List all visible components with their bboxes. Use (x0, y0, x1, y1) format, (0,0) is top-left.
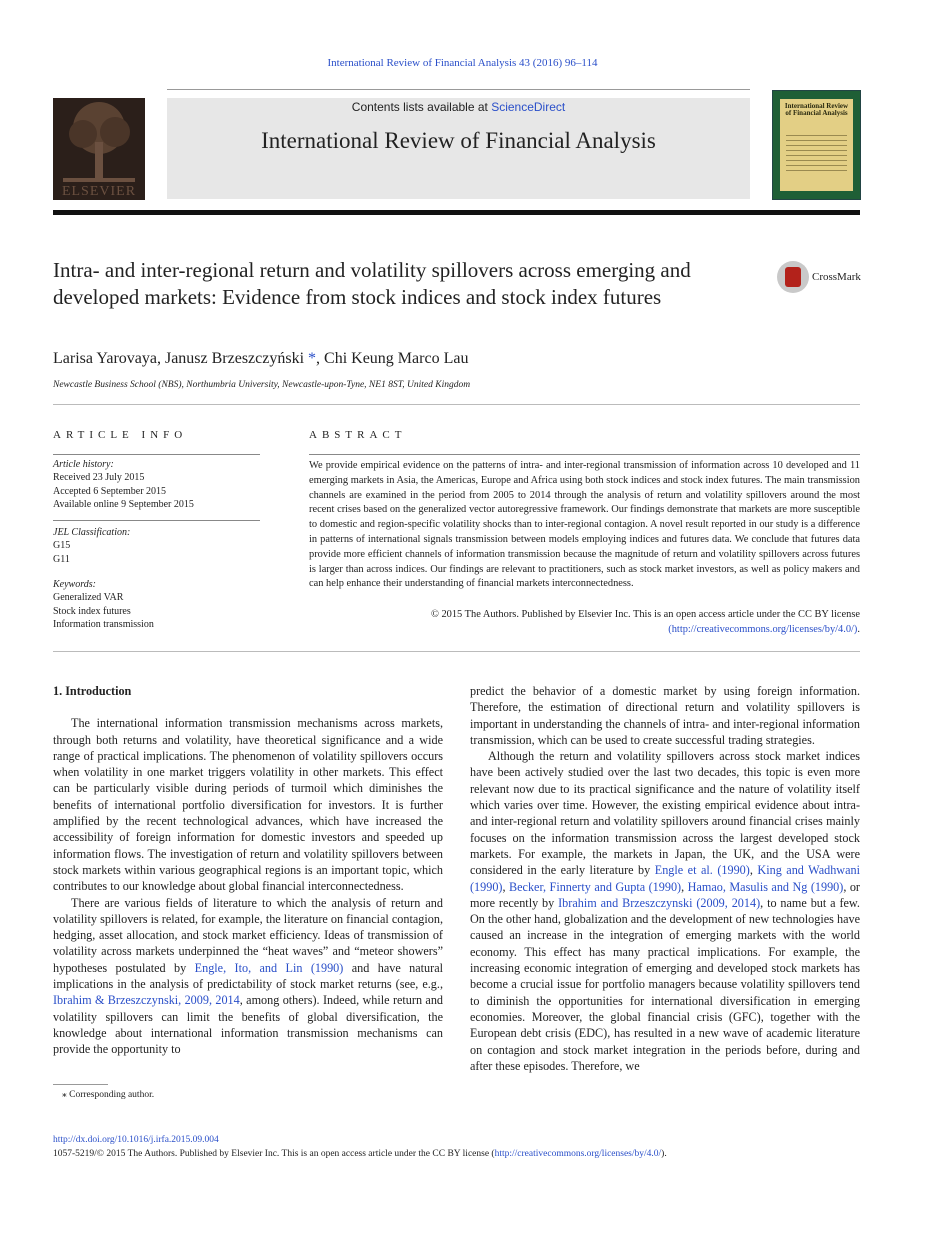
cover-title: International Review of Financial Analysis (784, 102, 849, 117)
article-info-separator (53, 520, 260, 521)
separator: , (681, 879, 688, 894)
accepted-date: Accepted 6 September 2015 (53, 485, 167, 497)
citation-link[interactable]: Hamao, Masulis and Ng (1990) (687, 879, 844, 894)
journal-title: International Review of Financial Analysis (261, 128, 656, 153)
jel-code: G15 (53, 540, 71, 552)
keywords (53, 578, 260, 632)
citation-link[interactable]: King and Wadhwani (1990) (470, 863, 860, 894)
abstract-heading: ABSTRACT (309, 429, 407, 441)
jel-code: G11 (53, 553, 70, 565)
issn-license-line (53, 1149, 667, 1159)
authors-last: , Chi Keung Marco Lau (316, 350, 469, 367)
keyword: Generalized VAR (53, 592, 124, 604)
article-title: Intra- and inter-regional return and volatility spillovers across emerging and developed markets: Evidence from stock indices and stock index futures (53, 258, 691, 309)
journal-cover-thumbnail[interactable] (772, 90, 861, 200)
paragraph-text: , to name but a few. On the other hand, globalization and the development of new technologies have caused an increase in the integration of emerging markets with the world economy. This effect has many practical implications. For example, the increasing economic integration of emerging and developed stock markets has become a crucial issue for portfolio managers because volatility spillovers tend to diminish the opportunities for international diversification in emerging economies. Moreover, the global financial crisis (GFC), together with the European debt crisis (EDC), has resulted in a new wave of academic literature on contagion and stock market integration in the periods before, during and after these episodes. Therefore, we (470, 895, 860, 1073)
crossmark-badge[interactable] (777, 261, 867, 295)
footnote-rule (53, 1084, 108, 1085)
corresponding-author-marker[interactable]: * (308, 350, 317, 367)
author-list (53, 350, 468, 368)
paragraph: predict the behavior of a domestic market by using foreign information. Therefore, the estimation of directional return and volatility spillovers is important in understanding the channels of intra- and inter-regional information transmission, which can be used to create successful trading strategies. (470, 684, 860, 747)
header-divider (167, 89, 750, 90)
keyword: Stock index futures (53, 605, 131, 617)
paragraph-text: There are various fields of literature to which the analysis of return and volatility spillovers is related, for example, the literature on financial contagion, hedging, asset allocation, and stock market efficiency. Ideas of transmission of volatility across markets underpinned the “heat waves” and “meteor showers” hypotheses postulated by (53, 895, 443, 975)
paragraph-text: , among others). Indeed, while return and volatility spillovers can limit the benefits of global diversification, the knowledge about international information transmission mechanisms can provide the opportunity to (53, 993, 444, 1057)
cover-panel (780, 99, 853, 191)
jel-label: JEL Classification: (53, 527, 131, 538)
contents-line (167, 100, 750, 114)
separator: , (502, 879, 510, 894)
license-link[interactable]: (http://creativecommons.org/licenses/by/4.0/) (668, 624, 858, 635)
keyword: Information transmission (53, 619, 154, 631)
received-date: Received 23 July 2015 (53, 472, 145, 484)
crossmark-icon (777, 261, 809, 293)
separator: , or more recently by (470, 879, 860, 910)
divider (53, 404, 860, 405)
abstract-rule (309, 454, 860, 455)
license-link[interactable]: http://creativecommons.org/licenses/by/4.0/ (494, 1149, 662, 1159)
abstract-copyright (309, 607, 860, 637)
abstract-text: We provide empirical evidence on the patterns of intra- and inter-regional transmission of information across 10 developed and 11 emerging markets in Asia, the Americas, Europe and Africa using both stock indices and stock index futures. The main transmission channels are examined in the period from 2005 to 2014 through the analysis of return and volatility spillovers around the most recent crises based on the generalized vector autoregressive framework. Our findings demonstrate that markets are more susceptible to domestic and region-specific volatility shocks than to inter-regional contagion. A novel result reported in our study is a difference in patterns of international signals transmission between models employing indices and futures data. We conclude that futures data provide more efficient channels of information transmission because the magnitude of return and volatility spillovers across futures is larger than across indices. Our findings are relevant to practitioners, such as stock market investors, as well as policy makers and can help enhance their understanding of financial markets interconnectedness. (309, 460, 860, 590)
cover-text-lines (786, 135, 847, 175)
keywords-label: Keywords: (53, 579, 96, 590)
article-info-rule (53, 454, 260, 455)
body-column-left (53, 683, 443, 1058)
divider (53, 651, 860, 652)
issn-text: 1057-5219/© 2015 The Authors. Published by Elsevier Inc. This is an open access article under the CC BY license ( (53, 1149, 495, 1159)
citation-link[interactable]: Ibrahim and Brzeszczynski (2009, 2014) (558, 895, 761, 910)
journal-citation-link[interactable]: International Review of Financial Analysis 43 (2016) 96–114 (327, 57, 598, 69)
section-heading: 1. Introduction (53, 684, 132, 698)
paragraph-text: and have natural implications in the analysis of predictability of stock market returns (see, e.g., (53, 960, 443, 992)
crossmark-label: CrossMark (812, 271, 861, 283)
doi-link[interactable]: http://dx.doi.org/10.1016/j.irfa.2015.09.004 (53, 1135, 219, 1145)
citation-link[interactable]: Becker, Finnerty and Gupta (1990) (509, 879, 682, 894)
elsevier-wordmark: ELSEVIER (61, 184, 137, 199)
header-thick-rule (53, 210, 860, 215)
issn-end: ). (661, 1149, 667, 1159)
separator: , (749, 863, 758, 878)
citation-link[interactable]: Engle, Ito, and Lin (1990) (194, 960, 344, 975)
paragraph-text: Although the return and volatility spillovers across stock market indices have been actively studied over the last two decades, this topic is even more relevant now due to its practical significance and the nature of volatility itself which varies over time. However, the existing empirical evidence about intra- and inter-regional return and volatility spillovers around financial crises mainly focuses on the information transmission across the largest developed stock markets. For example, the markets in Japan, the UK, and the USA were considered in the early literature by (470, 749, 860, 878)
citation-link[interactable]: Engle et al. (1990) (654, 863, 750, 878)
authors-first: Larisa Yarovaya, Janusz Brzeszczyński (53, 350, 309, 367)
license-end: . (857, 624, 860, 635)
citation-link[interactable]: Ibrahim & Brzeszczynski, 2009, 2014 (53, 993, 240, 1008)
paragraph (470, 748, 860, 1074)
contents-prefix: Contents lists available at (351, 100, 492, 114)
affiliation: Newcastle Business School (NBS), Northumbria University, Newcastle-upon-Tyne, NE1 8ST, United Kingdom (53, 380, 471, 390)
paragraph: The international information transmission mechanisms across markets, through both returns and volatility, have theoretical significance and a wide range of practical implications. The phenomenon of volatility spillovers occurs when volatility in one market triggers volatility in other markets. This effect can be particularly visible during periods of turmoil which diminishes the benefits of international portfolio diversification for investors. It is further amplified by the recent technological advances, which have increased the accessibility of foreign information for domestic investors and speeded up information flows. The investigation of return and volatility spillovers between stock markets within various geographical regions is an important topic, which contributes to our knowledge about global financial interconnectedness. (53, 716, 443, 894)
online-date: Available online 9 September 2015 (53, 499, 194, 511)
article-history (53, 458, 260, 512)
corresponding-author-footnote: ⁎ Corresponding author. (62, 1090, 155, 1100)
sciencedirect-link[interactable]: ScienceDirect (491, 100, 566, 114)
jel-classification (53, 526, 260, 566)
copyright-text: © 2015 The Authors. Published by Elsevier Inc. This is an open access article under the CC BY license (430, 609, 860, 620)
history-label: Article history: (53, 459, 114, 470)
body-column-right (470, 683, 860, 1074)
article-info-heading: ARTICLE INFO (53, 429, 188, 441)
paragraph (53, 895, 443, 1058)
